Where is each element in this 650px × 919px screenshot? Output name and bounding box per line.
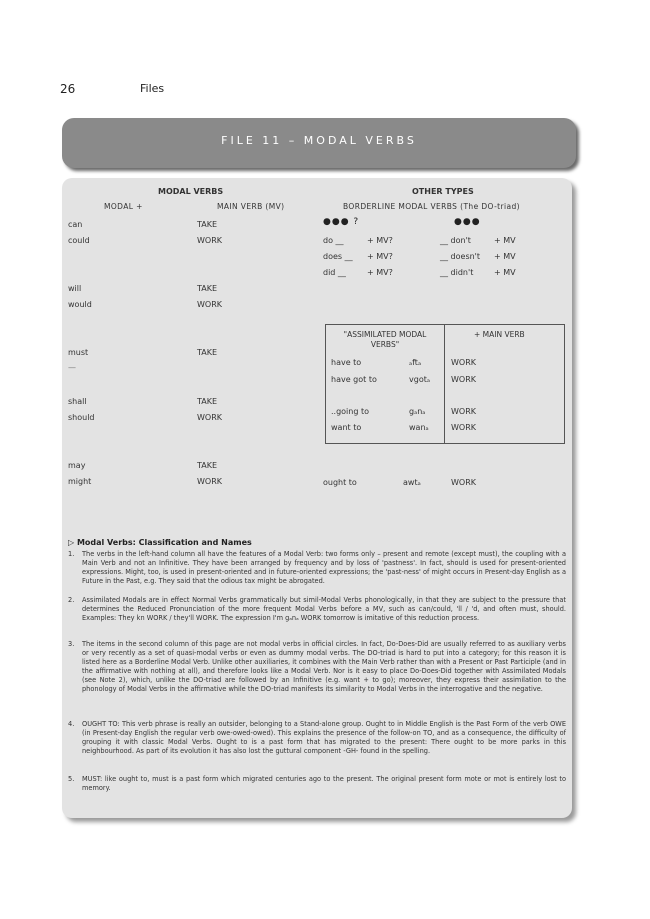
borderline-subheading: BORDERLINE MODAL VERBS (The DO-triad) bbox=[343, 202, 520, 211]
did-neg: __ didn't bbox=[440, 268, 474, 277]
modal-plus-subheading: MODAL + bbox=[104, 202, 143, 211]
does-aux: does __ bbox=[323, 252, 353, 261]
assim-form: want to bbox=[331, 423, 362, 432]
note-item bbox=[68, 640, 566, 693]
note-text: The verbs in the left-hand column all have the features of a Modal Verb: two forms only – present and remote (except must), the coupling with a Main Verb and not an Infinitive. They have been arranged by frequency and by loss of 'pastness'. In fact, should is used for present-oriented expressions. Might, too, is used in present-oriented and in future-oriented expressions; the 'past-ness' of might occurs in Present-day English as a Future in the Past, e.g. They said that the odious tax might be abrogated. bbox=[82, 550, 566, 585]
main-verb-subheading: MAIN VERB (MV) bbox=[217, 202, 285, 211]
do-mv2: + MV bbox=[494, 236, 516, 245]
modal-could: could bbox=[68, 236, 90, 245]
modal-verbs-heading: MODAL VERBS bbox=[158, 187, 224, 196]
notes-heading: ▷ Modal Verbs: Classification and Names bbox=[68, 538, 252, 547]
main-take: TAKE bbox=[197, 284, 218, 293]
note-number: 3. bbox=[68, 640, 75, 648]
assim-main: WORK bbox=[451, 407, 477, 416]
does-mv: + MV? bbox=[367, 252, 393, 261]
main-take: TAKE bbox=[197, 397, 218, 406]
page-number: 26 bbox=[60, 82, 76, 96]
assim-form: ..going to bbox=[331, 407, 370, 416]
do-mv: + MV? bbox=[367, 236, 393, 245]
assim-main: WORK bbox=[451, 358, 477, 367]
assim-pron: gₐnₐ bbox=[409, 407, 426, 416]
main-work: WORK bbox=[197, 413, 223, 422]
note-item bbox=[68, 596, 566, 623]
main-verb-header: + MAIN VERB bbox=[474, 330, 525, 339]
main-take: TAKE bbox=[197, 220, 218, 229]
modal-might: might bbox=[68, 477, 92, 486]
ought-pron: awtₐ bbox=[403, 478, 421, 487]
dots-question: ●●● ? bbox=[323, 217, 360, 227]
assim-pron: vgotₐ bbox=[409, 375, 430, 384]
note-number: 4. bbox=[68, 720, 75, 728]
did-mv: + MV? bbox=[367, 268, 393, 277]
modal-will: will bbox=[68, 284, 82, 293]
does-neg: __ doesn't bbox=[440, 252, 481, 261]
other-types-heading: OTHER TYPES bbox=[412, 187, 474, 196]
main-take: TAKE bbox=[197, 348, 218, 357]
note-text: Assimilated Modals are in effect Normal Verbs grammatically but simil-Modal Verbs phonologically, in that they are subject to the pressure that determines the Reduced Pronunciation of the more frequent Modal Verbs before a MV, such as can/could, 'll / 'd, and often must, should. Examples: They kn WORK / they'll WORK. The expression I'm gₐnₐ WORK tomorrow is imitative of this reduction process. bbox=[82, 596, 566, 622]
do-neg: __ don't bbox=[440, 236, 471, 245]
main-work: WORK bbox=[197, 236, 223, 245]
note-item bbox=[68, 775, 566, 793]
assim-pron: ₐftₐ bbox=[409, 358, 422, 367]
note-number: 1. bbox=[68, 550, 75, 558]
assim-main: WORK bbox=[451, 423, 477, 432]
note-item bbox=[68, 720, 566, 756]
modal-dash: — bbox=[68, 363, 76, 372]
note-text: MUST: like ought to, must is a past form which migrated centuries ago to the present. The original present form mote or mot is entirely lost to memory. bbox=[82, 775, 566, 792]
main-take: TAKE bbox=[197, 461, 218, 470]
note-item bbox=[68, 550, 566, 586]
dots-negative: ●●● bbox=[454, 217, 481, 227]
assimilated-header: "ASSIMILATED MODAL VERBS" bbox=[343, 330, 427, 349]
note-number: 5. bbox=[68, 775, 75, 783]
does-mv2: + MV bbox=[494, 252, 516, 261]
note-number: 2. bbox=[68, 596, 75, 604]
assim-pron: wanₐ bbox=[409, 423, 429, 432]
banner-title: FILE 11 – MODAL VERBS bbox=[221, 134, 417, 147]
modal-would: would bbox=[68, 300, 92, 309]
assim-form: have got to bbox=[331, 375, 377, 384]
modal-may: may bbox=[68, 461, 86, 470]
ought-form: ought to bbox=[323, 478, 357, 487]
note-text: The items in the second column of this page are not modal verbs in official circles. In fact, Do-Does-Did are usually referred to as auxiliary verbs or very recently as a set of quasi-modal verbs or even as dummy modal verbs. The DO-triad is hard to put into a category; for this reason it is listed here as a Borderline Modal Verb. Unlike other auxiliaries, it combines with the Main Verb rather than with a Present or Past Participle (and in the affirmative with nothing at all), and therefore looks like a Modal Verb. Nor is it easy to place Do-Does-Did together with Assimilated Modals (see Note 2), which, unlike the DO-triad are followed by an Infinitive (e.g. want + to go); moreover, they express their assimilation to the phonology of Modal Verbs in the affirmative while the DO-triad manifests its similarity to Modal Verbs in the interrogative and the negative. bbox=[82, 640, 566, 693]
did-aux: did __ bbox=[323, 268, 346, 277]
note-text: OUGHT TO: This verb phrase is really an outsider, belonging to a Stand-alone group. Ought to in Middle English is the Past Form of the verb OWE (in Present-day English the regular verb owe-owed-owed). This explains the presence of the follow-on TO, and as a consequence, the difficulty of grouping it with classic Modal Verbs. Ought to is a past form that has migrated to the present: There ought to be more parks in this neighbourhood. As part of its evolution it has also lost the guttural component -GH- found in the spelling. bbox=[82, 720, 566, 755]
modal-must: must bbox=[68, 348, 89, 357]
ought-main: WORK bbox=[451, 478, 477, 487]
assim-main: WORK bbox=[451, 375, 477, 384]
main-work: WORK bbox=[197, 477, 223, 486]
do-aux: do __ bbox=[323, 236, 344, 245]
modal-can: can bbox=[68, 220, 83, 229]
modal-shall: shall bbox=[68, 397, 87, 406]
did-mv2: + MV bbox=[494, 268, 516, 277]
running-head: Files bbox=[140, 82, 165, 95]
assimilated-divider bbox=[444, 324, 445, 444]
assim-form: have to bbox=[331, 358, 362, 367]
modal-should: should bbox=[68, 413, 95, 422]
main-work: WORK bbox=[197, 300, 223, 309]
